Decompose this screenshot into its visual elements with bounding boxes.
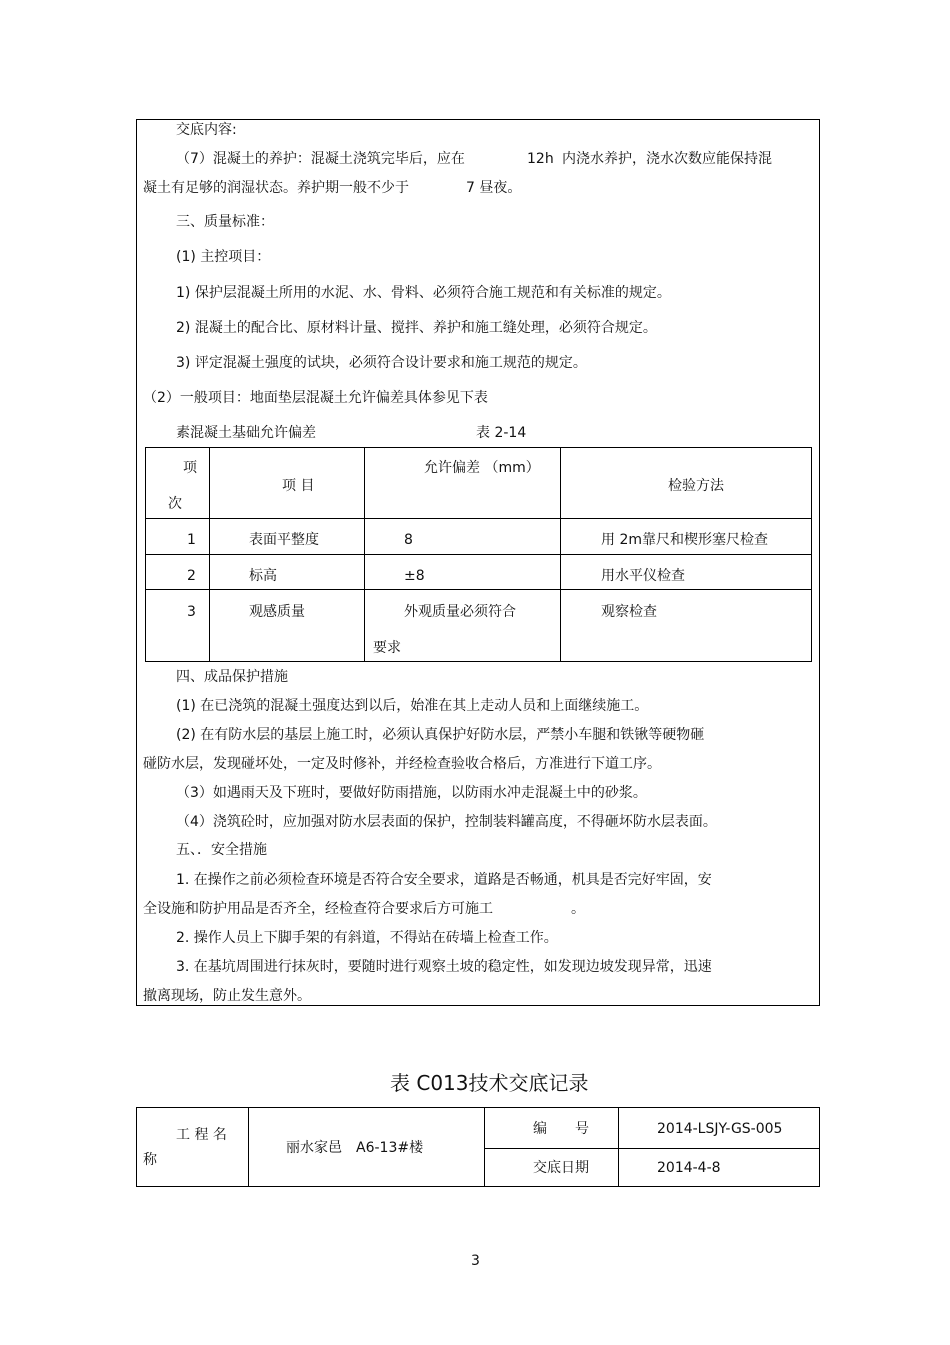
general-items-heading: （2）一般项目：地面垫层混凝土允许偏差具体参见下表 — [143, 390, 488, 406]
row-1-no: 1 — [187, 532, 196, 548]
protection-1: (1) 在已浇筑的混凝土强度达到以后，始准在其上走动人员和上面继续施工。 — [176, 698, 649, 714]
row-2-method: 用水平仪检查 — [601, 568, 685, 584]
project-name-label-b: 称 — [143, 1152, 157, 1168]
row-3-method: 观察检查 — [601, 604, 657, 620]
row-3-item: 观感质量 — [249, 604, 305, 620]
row-1-item: 表面平整度 — [249, 532, 319, 548]
project-name-label-a: 工 程 名 — [176, 1127, 227, 1143]
date-label: 交底日期 — [533, 1160, 589, 1176]
row-3-tolerance: 外观质量必须符合 — [404, 604, 516, 620]
protection-3: （3）如遇雨天及下班时，要做好防雨措施，以防雨水冲走混凝土中的砂浆。 — [176, 785, 647, 801]
safety-1-b: 全设施和防护用品是否齐全，经检查符合要求后方可施工 — [143, 901, 493, 917]
row-2-item: 标高 — [249, 568, 277, 584]
row-2-no: 2 — [187, 568, 196, 584]
section-5-heading: 五、．安全措施 — [176, 842, 267, 858]
row-1-tolerance: 8 — [404, 532, 413, 548]
safety-3-b: 撤离现场，防止发生意外。 — [143, 988, 311, 1004]
main-item-3: 3) 评定混凝土强度的试块，必须符合设计要求和施工规范的规定。 — [176, 355, 587, 371]
protection-2-b: 碰防水层，发现碰坏处，一定及时修补，并经检查验收合格后，方准进行下道工序。 — [143, 756, 661, 772]
header-tolerance: 允许偏差 （mm） — [424, 460, 540, 476]
p7-line2-b: 7 昼夜。 — [466, 180, 522, 196]
main-item-2: 2) 混凝土的配合比、原材料计量、搅拌、养护和施工缝处理，必须符合规定。 — [176, 320, 657, 336]
header-no-top: 项 — [183, 460, 197, 476]
header-method: 检验方法 — [668, 478, 724, 494]
p7-line1-a: （7）混凝土的养护：混凝土浇筑完毕后，应在 — [176, 151, 465, 167]
number-label: 编 号 — [533, 1121, 589, 1137]
date-value: 2014-4-8 — [657, 1160, 721, 1176]
safety-1-c: 。 — [571, 901, 585, 917]
page-number: 3 — [471, 1253, 480, 1269]
row-1-method: 用 2m靠尺和楔形塞尺检查 — [601, 532, 768, 548]
main-item-1: 1) 保护层混凝土所用的水泥、水、骨料、必须符合施工规范和有关标准的规定。 — [176, 285, 671, 301]
p7-line1-c: 内浇水养护，浇水次数应能保持混 — [562, 151, 772, 167]
content-label: 交底内容: — [176, 122, 237, 138]
safety-1-a: 1. 在操作之前必须检查环境是否符合安全要求，道路是否畅通，机具是否完好牢固，安 — [176, 872, 712, 888]
protection-4: （4）浇筑砼时，应加强对防水层表面的保护，控制装料罐高度，不得砸坏防水层表面。 — [176, 814, 717, 830]
row-3-no: 3 — [187, 604, 196, 620]
safety-3-a: 3. 在基坑周围进行抹灰时，要随时进行观察土坡的稳定性，如发现边坡发现异常，迅速 — [176, 959, 712, 975]
table-caption: 素混凝土基础允许偏差 — [176, 425, 316, 441]
header-no-bottom: 次 — [168, 496, 182, 512]
table-number: 表 2-14 — [476, 425, 527, 441]
number-value: 2014-LSJY-GS-005 — [657, 1121, 783, 1137]
project-name-value: 丽水家邑 A6-13#楼 — [286, 1140, 424, 1156]
record-title: 表 C013技术交底记录 — [390, 1071, 589, 1095]
protection-2-a: (2) 在有防水层的基层上施工时，必须认真保护好防水层，严禁小车腿和铁锹等硬物砸 — [176, 727, 705, 743]
p7-line1-b: 12h — [527, 151, 554, 167]
safety-2: 2. 操作人员上下脚手架的有斜道，不得站在砖墙上检查工作。 — [176, 930, 558, 946]
p7-line2-a: 凝土有足够的润湿状态。养护期一般不少于 — [143, 180, 409, 196]
row-3-tolerance-cont: 要求 — [373, 640, 401, 656]
section-4-heading: 四、成品保护措施 — [176, 669, 288, 685]
header-item: 项 目 — [282, 478, 315, 494]
section-3-heading: 三、质量标准： — [176, 214, 274, 230]
main-items-heading: (1) 主控项目： — [176, 249, 271, 265]
row-2-tolerance: ±8 — [404, 568, 425, 584]
